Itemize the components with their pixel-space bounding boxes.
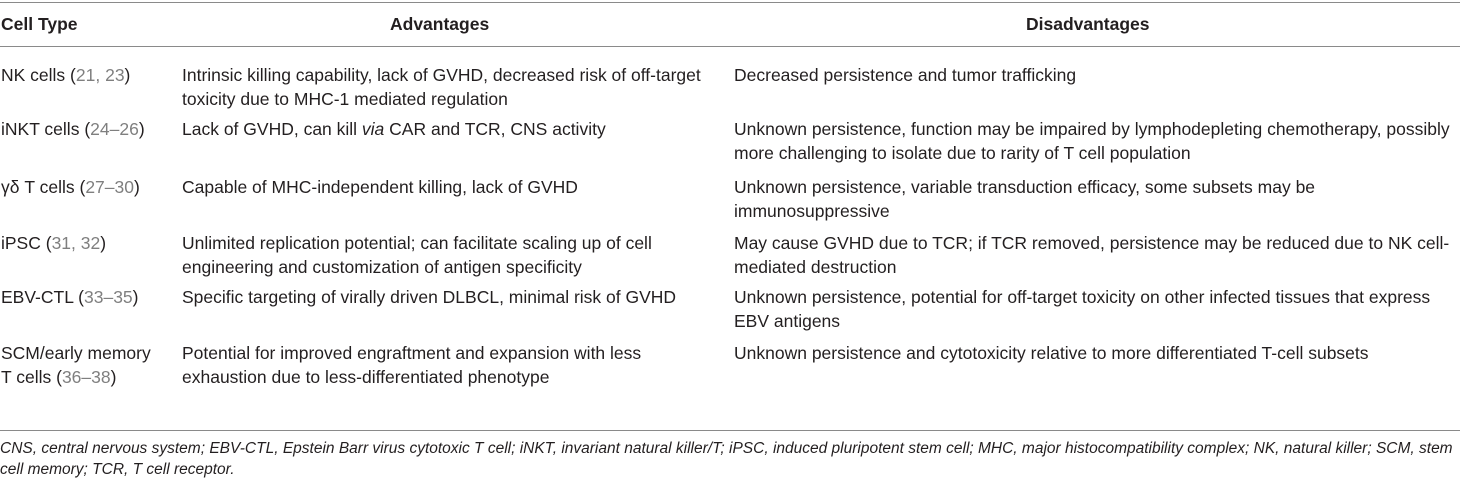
cell-type-label: SCM/early memory T cells — [1, 343, 151, 387]
header-disadvantages: Disadvantages — [1026, 14, 1150, 34]
reference-link[interactable]: 36–38 — [61, 366, 111, 387]
disadvantages-cell: Unknown persistence, variable transduction efficacy, some subsets may be immunosuppressive — [734, 177, 1316, 221]
disadvantages-cell: Decreased persistence and tumor trafficking — [734, 65, 1077, 85]
cell-type: iNKT cells (24–26) — [1, 119, 145, 139]
reference-link[interactable]: 21, 23 — [75, 65, 125, 85]
table-bottom-rule — [0, 430, 1460, 431]
cell-type: EBV-CTL (33–35) — [1, 287, 139, 307]
cell-type-label: iNKT cells — [1, 119, 80, 139]
cell-type-label: EBV-CTL — [1, 287, 74, 307]
cell-type: SCM/early memory T cells (36–38) — [1, 343, 151, 387]
advantages-cell — [182, 118, 712, 142]
cell-type-label: iPSC — [1, 233, 41, 253]
advantages-cell: Unlimited replication potential; can facilitate scaling up of cell engineering and customization of antigen specificity — [182, 233, 652, 277]
cell-type: NK cells (21, 23) — [1, 65, 131, 85]
advantages-text: CAR and TCR, CNS activity — [384, 119, 606, 139]
disadvantages-cell: Unknown persistence, function may be impaired by lymphodepleting chemotherapy, possibly more challenging to isolate due to rarity of T cell population — [734, 119, 1450, 163]
reference-link[interactable]: 31, 32 — [51, 233, 101, 253]
cell-type-label: NK cells — [1, 65, 66, 85]
advantages-italic-text: via — [361, 119, 385, 139]
cell-type: γδ T cells (27–30) — [1, 177, 140, 197]
cell-type: iPSC (31, 32) — [1, 233, 107, 253]
disadvantages-cell: May cause GVHD due to TCR; if TCR removed, persistence may be reduced due to NK cell-mediated destruction — [734, 233, 1450, 277]
advantages-cell: Capable of MHC-independent killing, lack of GVHD — [182, 177, 578, 197]
disadvantages-cell: Unknown persistence, potential for off-target toxicity on other infected tissues that express EBV antigens — [734, 287, 1431, 331]
advantages-text: Lack of GVHD, can kill — [182, 119, 362, 139]
disadvantages-cell: Unknown persistence and cytotoxicity relative to more differentiated T-cell subsets — [734, 343, 1369, 363]
table-top-rule — [0, 2, 1460, 3]
table-footnote: CNS, central nervous system; EBV-CTL, Epstein Barr virus cytotoxic T cell; iNKT, invariant natural killer/T; iPSC, induced pluripotent stem cell; MHC, major histocompatibility complex; NK, natural killer; SCM, stem cell memory; TCR, T cell receptor. — [0, 440, 1453, 478]
table-header-rule — [0, 46, 1460, 47]
cell-type-label: γδ T cells — [1, 177, 75, 197]
reference-link[interactable]: 24–26 — [90, 119, 139, 139]
header-advantages: Advantages — [390, 14, 490, 34]
advantages-cell: Intrinsic killing capability, lack of GVHD, decreased risk of off-target toxicity due to MHC-1 mediated regulation — [182, 65, 701, 109]
advantages-cell: Potential for improved engraftment and expansion with less exhaustion due to less-differentiated phenotype — [182, 343, 642, 387]
header-cell-type: Cell Type — [1, 14, 78, 34]
advantages-cell: Specific targeting of virally driven DLBCL, minimal risk of GVHD — [182, 287, 677, 307]
reference-link[interactable]: 27–30 — [85, 177, 134, 197]
reference-link[interactable]: 33–35 — [84, 287, 133, 307]
